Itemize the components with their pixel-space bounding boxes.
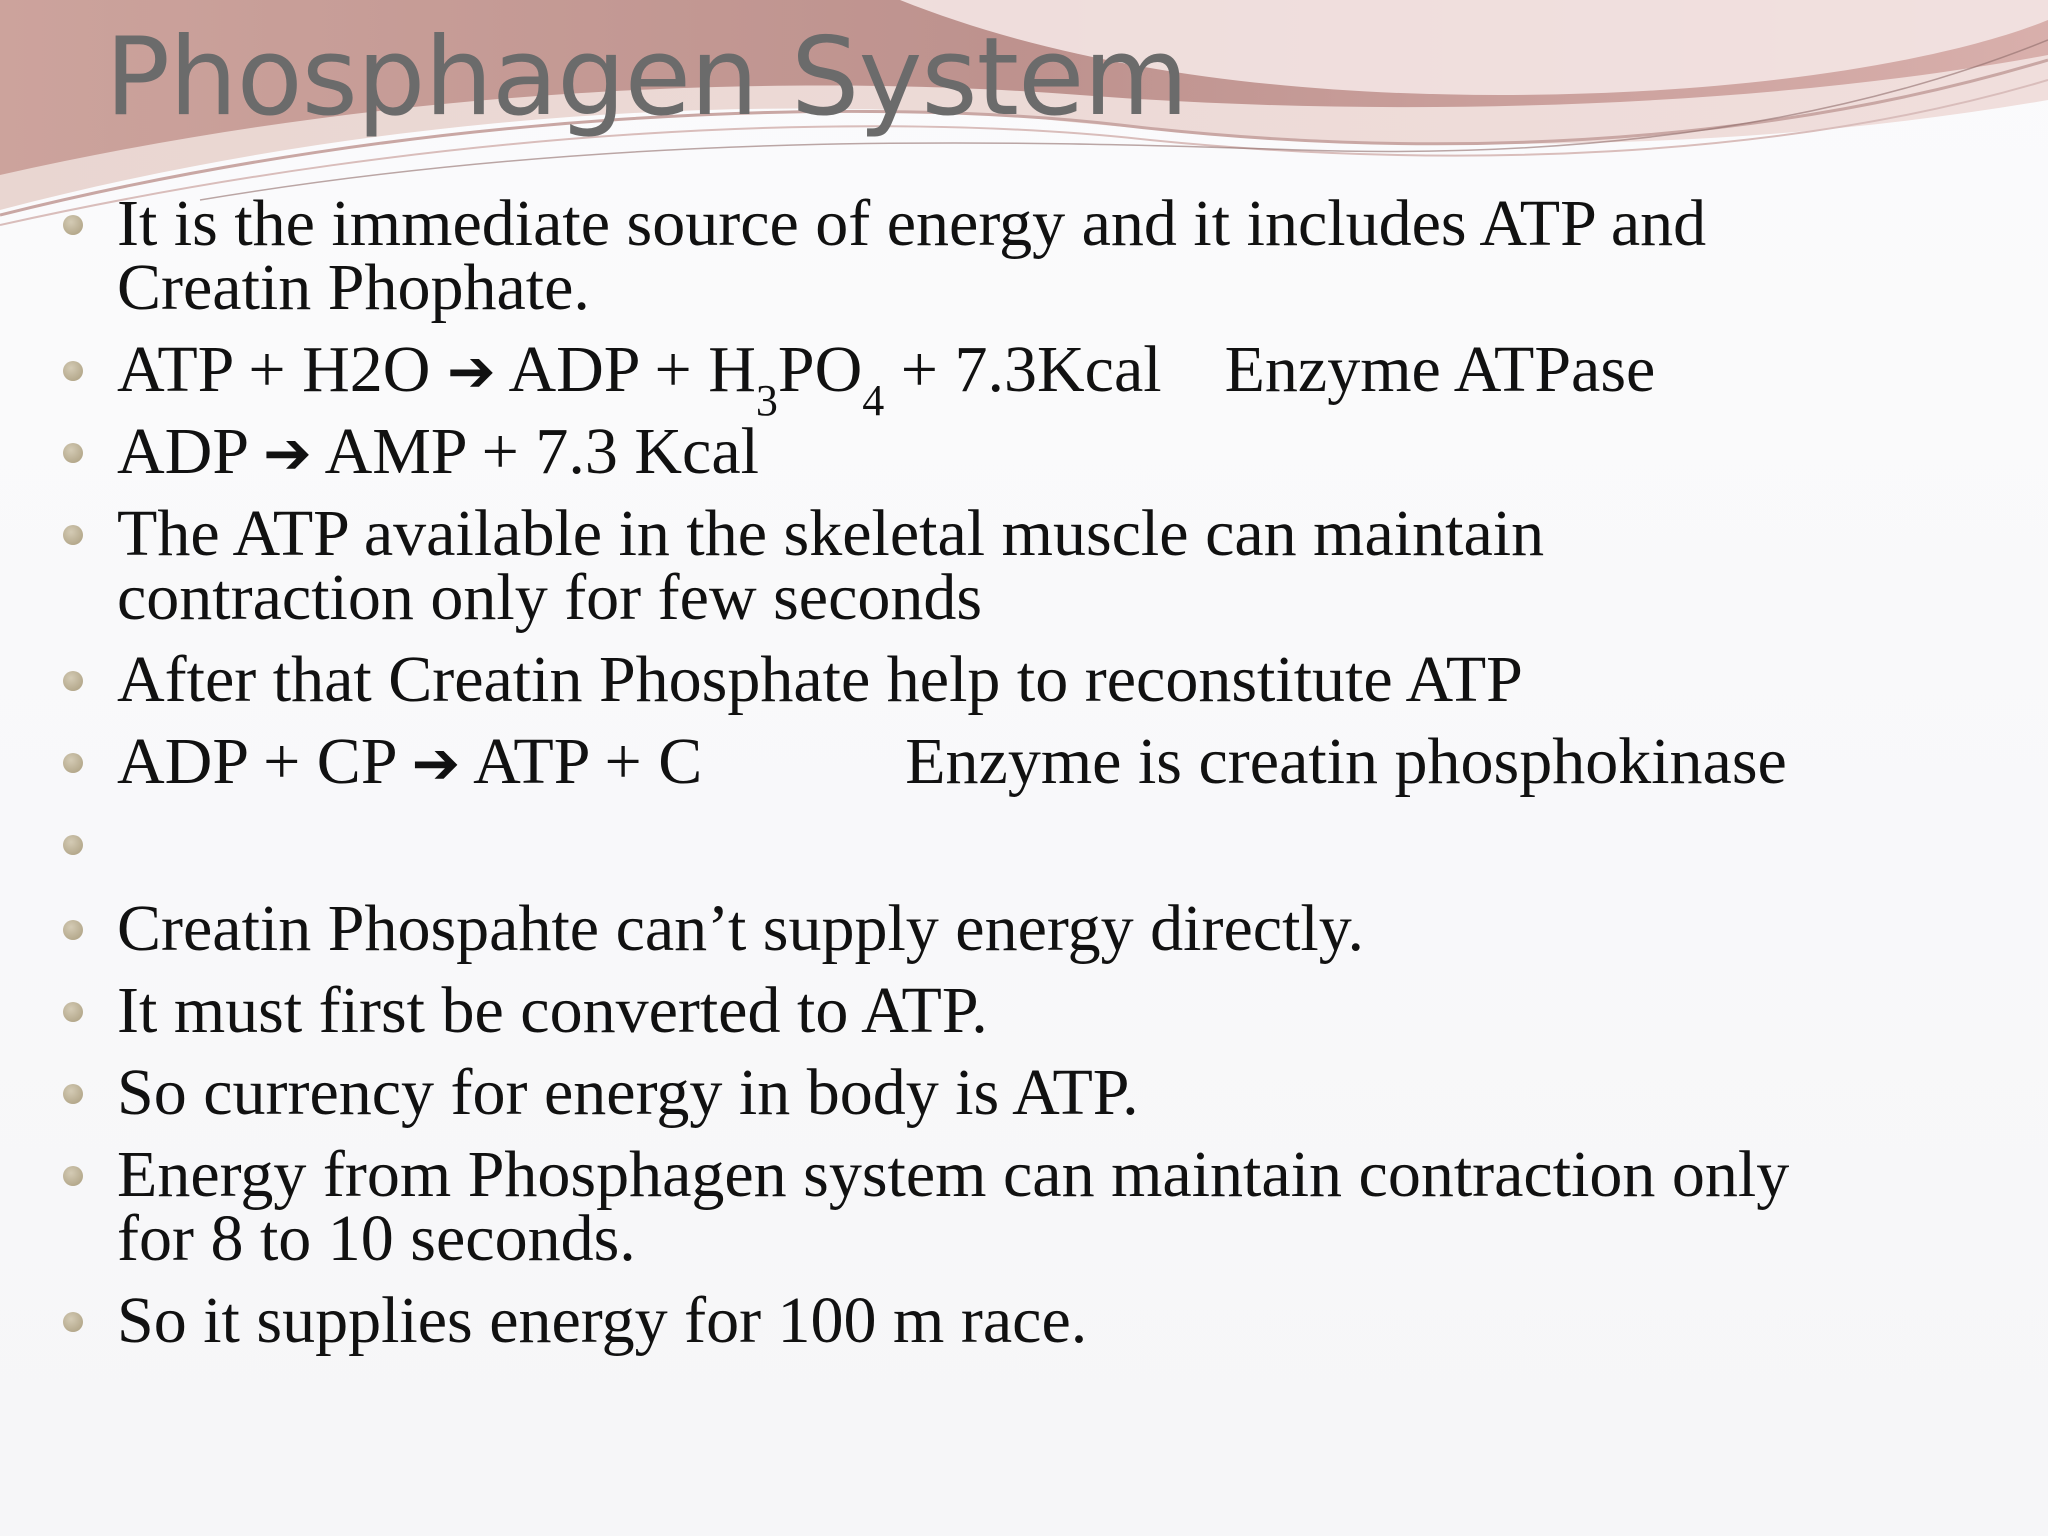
equation-atp-hydrolysis: ATP + H2O ➔ ADP + $H_3PO_4$ + 7.3Kcal Enzyme ATPase xyxy=(117,333,1656,425)
bullet-dot-icon xyxy=(63,215,83,235)
bullet-dot-icon xyxy=(63,443,83,463)
enzyme-label: Enzyme ATPase xyxy=(1224,333,1656,406)
equation-adp-to-amp: ADP ➔ AMP + 7.3 Kcal xyxy=(117,415,759,488)
bullet-dot-icon xyxy=(63,671,83,691)
bullet-text: The ATP available in the skeletal muscle can maintain contraction only for few seconds xyxy=(117,497,1545,634)
arrow-right-icon: ➔ xyxy=(446,337,496,405)
equation-creatine-phosphate: ADP + CP ➔ ATP + C Enzyme is creatin phosphokinase xyxy=(117,725,1787,798)
bullet-dot-icon xyxy=(63,753,83,773)
bullet-text: So currency for energy in body is ATP. xyxy=(117,1056,1139,1129)
enzyme-label: Enzyme is creatin phosphokinase xyxy=(905,725,1787,798)
bullet-dot-icon xyxy=(63,835,83,855)
bullet-text: So it supplies energy for 100 m race. xyxy=(117,1284,1088,1357)
slide-title: Phosphagen System xyxy=(105,15,1188,140)
bullet-dot-icon xyxy=(63,361,83,381)
bullet-text: It is the immediate source of energy and it includes ATP and Creatin Phophate. xyxy=(117,187,1707,324)
bullet-dot-icon xyxy=(63,1312,83,1332)
bullet-text: Energy from Phosphagen system can maintain contraction only for 8 to 10 seconds. xyxy=(117,1138,1790,1275)
bullet-dot-icon xyxy=(63,1166,83,1186)
bullet-dot-icon xyxy=(63,1084,83,1104)
bullet-dot-icon xyxy=(63,1002,83,1022)
bullet-dot-icon xyxy=(63,920,83,940)
arrow-right-icon: ➔ xyxy=(263,419,312,487)
arrow-right-icon: ➔ xyxy=(411,729,461,797)
bullet-dot-icon xyxy=(63,525,83,545)
bullet-text: After that Creatin Phosphate help to reconstitute ATP xyxy=(117,643,1523,716)
bullet-text: It must first be converted to ATP. xyxy=(117,974,988,1047)
bullet-text: Creatin Phospahte can’t supply energy directly. xyxy=(117,892,1364,965)
